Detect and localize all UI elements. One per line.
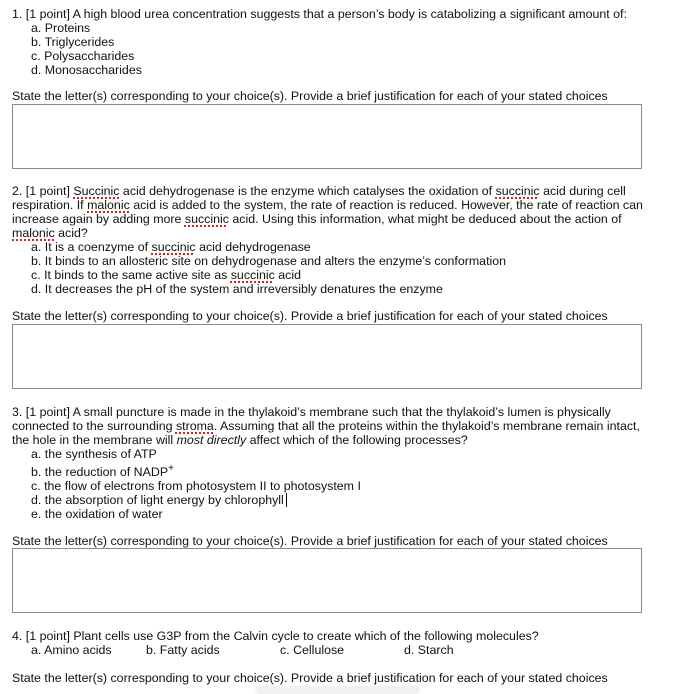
spellcheck-word[interactable]: malonic xyxy=(87,198,130,212)
question-number: 4. xyxy=(12,629,23,643)
answer-prompt-2: State the letter(s) corresponding to your choice(s). Provide a brief justification for each of your stated choices xyxy=(12,309,608,323)
question-1 xyxy=(12,7,652,77)
option-c: c. It binds to the same active site as succinic acid xyxy=(31,268,301,282)
scroll-indicator[interactable] xyxy=(255,686,420,694)
spellcheck-word[interactable]: succinic xyxy=(151,240,196,254)
option-c: c. the flow of electrons from photosystem II to photosystem I xyxy=(31,479,361,493)
option-c: c. Cellulose xyxy=(280,643,345,657)
inline-options xyxy=(12,643,652,657)
question-number: 1. xyxy=(12,7,23,21)
answer-box-1[interactable] xyxy=(12,104,642,169)
spellcheck-word[interactable]: Succinic xyxy=(73,184,120,198)
question-3 xyxy=(12,405,652,521)
option-b: b. the reduction of NADP+ xyxy=(31,463,174,479)
option-d: d. Monosaccharides xyxy=(31,63,142,77)
superscript-plus: + xyxy=(168,463,174,474)
spellcheck-word[interactable]: stroma xyxy=(175,419,214,433)
spellcheck-word[interactable]: succinic xyxy=(495,184,540,198)
option-d: d. Starch xyxy=(404,643,454,657)
text-cursor xyxy=(286,493,287,507)
question-text: Plant cells use G3P from the Calvin cycle to create which of the following molecules? xyxy=(73,629,539,643)
option-a: a. the synthesis of ATP xyxy=(31,447,157,461)
question-points: [1 point] xyxy=(25,7,70,21)
question-4 xyxy=(12,629,652,657)
option-d: d. the absorption of light energy by chlorophyll xyxy=(12,493,652,507)
option-a: a. It is a coenzyme of succinic acid dehydrogenase xyxy=(31,240,311,254)
spellcheck-word[interactable]: succinic xyxy=(184,212,229,226)
option-e: e. the oxidation of water xyxy=(31,507,163,521)
question-points: [1 point] xyxy=(25,629,70,643)
answer-prompt-1: State the letter(s) corresponding to your choice(s). Provide a brief justification for each of your stated choices xyxy=(12,89,608,103)
option-a: a. Amino acids xyxy=(31,643,112,657)
option-b: b. Fatty acids xyxy=(146,643,220,657)
question-2-stem: 2. [1 point] Succinic acid dehydrogenase is the enzyme which catalyses the oxidation of succinic acid during cell respiration. If malonic acid is added to the system, the rate of reaction is reduced. However, the rate of reaction can increase again by adding more succinic acid. Using this information, what might be deduced about the action of malonic acid? xyxy=(12,184,643,240)
option-d: d. It decreases the pH of the system and irreversibly denatures the enzyme xyxy=(31,282,443,296)
question-number: 2. xyxy=(12,184,23,198)
option-c: c. Polysaccharides xyxy=(31,49,135,63)
question-number: 3. xyxy=(12,405,23,419)
answer-prompt-3: State the letter(s) corresponding to your choice(s). Provide a brief justification for each of your stated choices xyxy=(12,534,608,548)
spellcheck-word[interactable]: succinic xyxy=(230,268,275,282)
question-points: [1 point] xyxy=(25,184,70,198)
question-4-stem xyxy=(12,629,652,643)
answer-box-2[interactable] xyxy=(12,324,642,389)
option-b: b. It binds to an allosteric site on dehydrogenase and alters the enzyme’s conformation xyxy=(31,254,507,268)
question-2 xyxy=(12,184,652,296)
answer-prompt-4: State the letter(s) corresponding to your choice(s). Provide a brief justification for each of your stated choices xyxy=(12,671,608,685)
answer-box-3[interactable] xyxy=(12,548,642,613)
option-a: a. Proteins xyxy=(31,21,91,35)
question-1-stem xyxy=(12,7,652,21)
option-b: b. Triglycerides xyxy=(31,35,115,49)
question-3-stem: 3. [1 point] A small puncture is made in the thylakoid’s membrane such that the thylakoid’s lumen is physically connected to the surrounding stroma. Assuming that all the proteins within the thylakoid’s membrane remain intact, the hole in the membrane will most directly affect which of the following processes? xyxy=(12,405,640,447)
question-points: [1 point] xyxy=(25,405,70,419)
spellcheck-word[interactable]: malonic xyxy=(12,226,55,240)
question-text: A high blood urea concentration suggests that a person’s body is catabolizing a significant amount of: xyxy=(72,7,627,21)
emphasis-text: most directly xyxy=(176,433,247,447)
